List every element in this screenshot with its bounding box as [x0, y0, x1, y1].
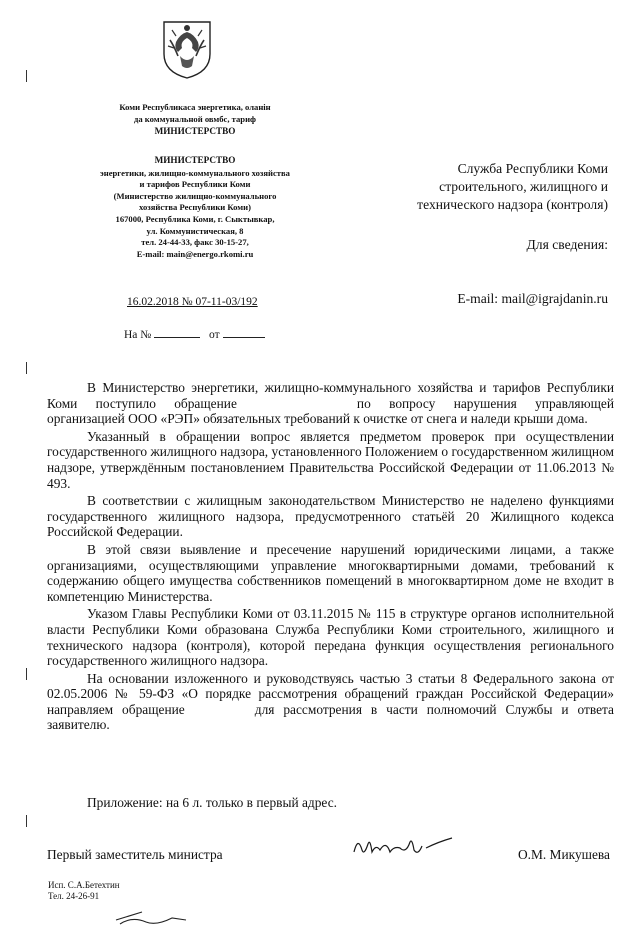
letterhead-ru-line: E-mail: main@energo.rkomi.ru — [136, 248, 254, 259]
letterhead-ru-line: 167000, Республика Коми, г. Сыктывкар, — [115, 213, 275, 224]
reference-from: от — [209, 329, 220, 341]
paragraph-5: Указом Главы Республики Коми от 03.11.2015 № 115 в структуре органов исполнительной власти Республики Коми образована Служба Республики Коми строительного, жилищного и технического надзора (контроля), которой передана функция осуществления регионального государственного жилищного надзора. — [47, 606, 614, 669]
letterhead-ru-line: энергетики, жилищно-коммунального хозяйства — [100, 167, 290, 178]
paragraph-6-part-b: для рассмотрения в части полномочий Службы и ответа заявителю. — [47, 701, 615, 733]
paragraph-2: Указанный в обращении вопрос является предметом проверок при осуществлении государственного жилищного надзора, установленного Положением о государственном жилищном надзоре, утверждённым постановлением Правительства Российской Федерации от 11.06.2013 № 493. — [47, 428, 614, 491]
signatory-position: Первый заместитель министра — [47, 847, 223, 862]
reference-prefix: На № — [124, 329, 152, 341]
executor-name: Исп. С.А.Бетехтин — [48, 880, 120, 890]
info-label: Для сведения: — [526, 237, 608, 252]
margin-mark — [26, 70, 27, 82]
letterhead-ru-line: ул. Коммунистическая, 8 — [146, 225, 244, 236]
executor-phone: Тел. 24-26-91 — [48, 891, 100, 901]
reference-line — [124, 327, 265, 341]
paragraph-1-part-a: В Министерство энергетики, жилищно-коммунального хозяйства и тарифов Республики Коми поступило обращение — [47, 380, 614, 411]
recipient-line: строительного, жилищного и — [439, 179, 608, 194]
paragraph-6 — [47, 671, 614, 733]
letter-body — [47, 380, 614, 733]
letterhead-komi-ministry: МИНИСТЕРСТВО — [154, 126, 236, 136]
letterhead-ru-title: МИНИСТЕРСТВО — [154, 155, 236, 165]
paragraph-1-part-b: по вопросу нарушения управляющей организацией ООО «РЭП» обязательных требований к очистке от снега и наледи крыши дома. — [47, 395, 615, 427]
margin-mark — [26, 668, 27, 680]
letterhead-komi-line: Коми Республикаса энергетика, оланiн — [119, 102, 271, 112]
margin-mark — [26, 362, 27, 374]
recipient-line: технического надзора (контроля) — [417, 197, 608, 212]
margin-mark — [26, 815, 27, 827]
letterhead-ru-line: тел. 24-44-33, факс 30-15-27, — [141, 237, 249, 248]
executor-block — [48, 880, 120, 902]
paragraph-6-part-a: На основании изложенного и руководствуясь частью 3 статьи 8 Федерального закона от 02.05.2006 № 59-ФЗ «О порядке рассмотрения обращений граждан Российской Федерации» направляем обращение — [47, 670, 614, 717]
recipient-block — [328, 160, 608, 214]
letterhead-ru-block — [70, 155, 320, 260]
attachment-note: Приложение: на 6 л. только в первый адрес. — [87, 795, 337, 810]
coat-of-arms-emblem — [160, 18, 214, 80]
paragraph-4: В этой связи выявление и пресечение нарушений юридическими лицами, а также организациями, осуществляющими управление многоквартирными домами, требований к содержанию общего имущества собственников помещений в многоквартирном доме не входит в компетенцию Министерства. — [47, 541, 614, 604]
letterhead-ru-line: (Министерство жилищно-коммунального — [113, 190, 277, 201]
document-number: 16.02.2018 № 07-11-03/192 — [127, 296, 258, 308]
reference-number-blank — [154, 327, 200, 338]
letterhead-komi-line: да коммунальной овмбс, тариф — [134, 114, 256, 124]
signatory-name: О.М. Микушева — [517, 847, 610, 862]
recipient-email: E-mail: mail@igrajdanin.ru — [457, 291, 608, 306]
paragraph-1 — [47, 380, 614, 427]
recipient-line: Служба Республики Коми — [457, 161, 608, 176]
letterhead-ru-line: хозяйства Республики Коми) — [139, 202, 251, 213]
letterhead-ru-line: и тарифов Республики Коми — [139, 179, 251, 190]
letterhead-komi-block — [80, 101, 310, 137]
reference-date-blank — [223, 327, 265, 338]
paragraph-3: В соответствии с жилищным законодательством Министерство не наделено функциями государственного жилищного надзора, предусмотренного статьёй 20 Жилищного кодекса Российской Федерации. — [47, 493, 614, 540]
executor-initials-scribble — [112, 906, 192, 928]
handwritten-signature — [348, 830, 458, 862]
